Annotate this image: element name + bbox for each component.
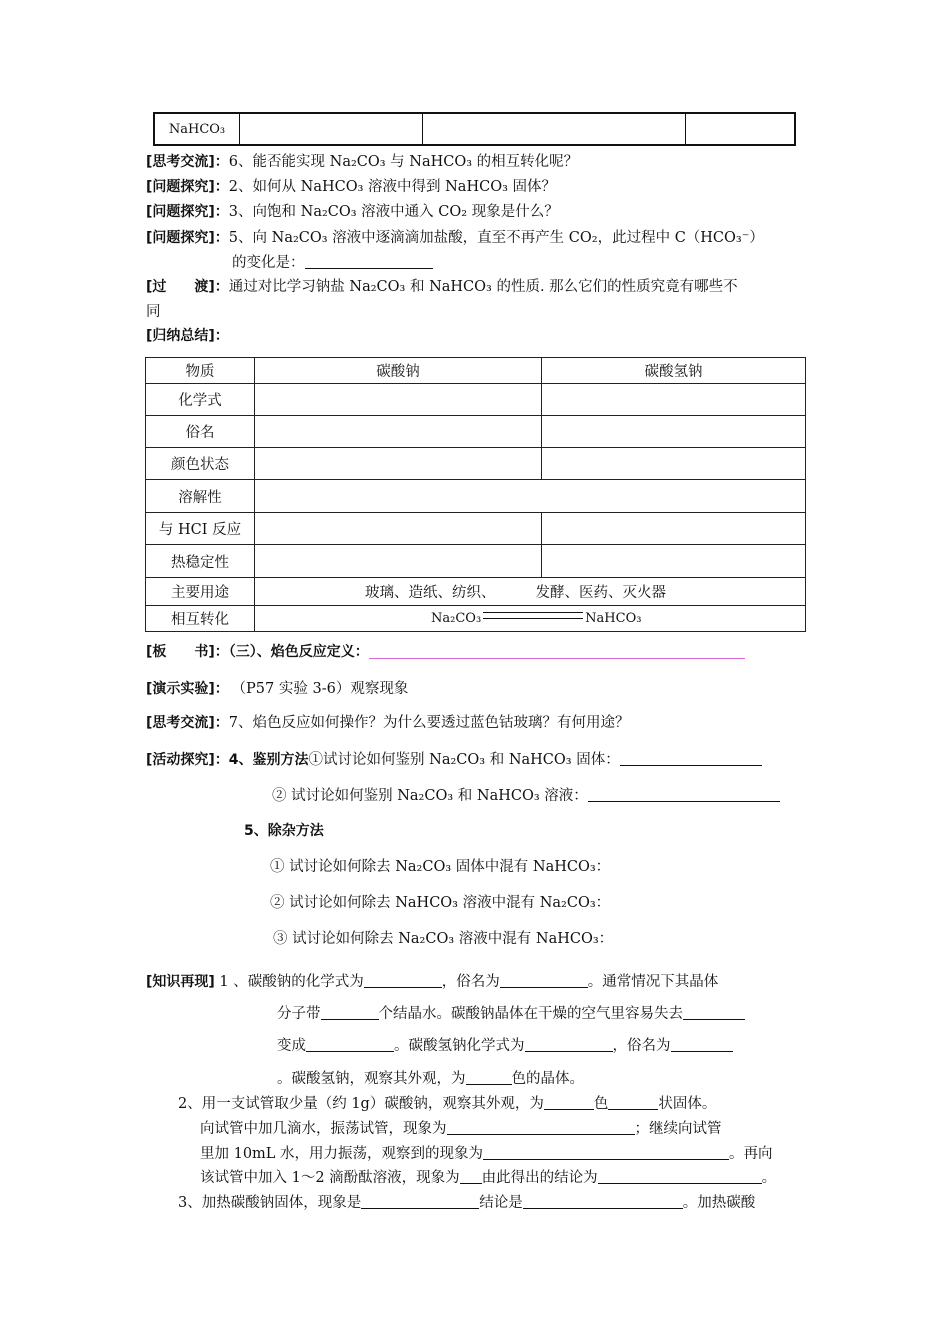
line-knowledge-3: 变成 。碳酸氢钠化学式为 ，俗名为	[277, 1034, 733, 1055]
line-demo: [演示实验]： （P57 实验 3-6）观察现象	[146, 681, 409, 697]
row-label: 相互转化	[146, 606, 255, 632]
line-remove-1: ① 试讨论如何除去 Na₂CO₃ 固体中混有 NaHCO₃：	[270, 859, 611, 875]
line-remove-2: ② 试讨论如何除去 NaHCO₃ 溶液中混有 Na₂CO₃：	[270, 895, 611, 911]
row-label: 主要用途	[146, 578, 255, 606]
line-remove-3: ③ 试讨论如何除去 Na₂CO₃ 溶液中混有 NaHCO₃：	[273, 931, 614, 947]
line-transition-b: 同	[146, 304, 161, 320]
table-cell	[240, 113, 423, 145]
line-inquiry-5b: 的变化是：	[232, 251, 433, 272]
row-label: 颜色状态	[146, 448, 255, 480]
line-inquiry-3: [问题探究]：3、向饱和 Na₂CO₃ 溶液中通入 CO₂ 现象是什么？	[146, 204, 559, 220]
table-cell	[423, 113, 686, 145]
row-label: 化学式	[146, 384, 255, 416]
line-q2-a: 2、用一支试管取少量（约 1g）碳酸钠，观察其外观，为 色 状固体。	[178, 1096, 717, 1112]
line-activity-4: [活动探究]：4、鉴别方法①试讨论如何鉴别 Na₂CO₃ 和 NaHCO₃ 固体：	[146, 748, 762, 769]
row-label: 俗名	[146, 416, 255, 448]
convert-cell: Na₂CO₃ NaHCO₃	[255, 606, 806, 632]
header-cell: 碳酸氢钠	[542, 358, 806, 384]
line-knowledge-1: [知识再现] 1 、碳酸钠的化学式为 ，俗名为 。通常情况下其晶体	[146, 974, 719, 990]
line-knowledge-4: 。碳酸氢钠，观察其外观，为 色的晶体。	[277, 1071, 584, 1087]
line-activity-4b: ② 试讨论如何鉴别 Na₂CO₃ 和 NaHCO₃ 溶液：	[272, 784, 780, 805]
line-activity-5: 5、除杂方法	[244, 823, 324, 839]
line-inquiry-2: [问题探究]：2、如何从 NaHCO₃ 溶液中得到 NaHCO₃ 固体？	[146, 179, 557, 195]
table-cell: NaHCO₃	[154, 113, 240, 145]
summary-table	[145, 357, 806, 632]
line-inquiry-5: [问题探究]：5、向 Na₂CO₃ 溶液中逐滴滴加盐酸，直至不再产生 CO₂，此过程中 C（HCO₃⁻）	[146, 230, 764, 246]
header-cell: 物质	[146, 358, 255, 384]
top-table	[153, 112, 796, 146]
line-summary-tag: [归纳总结]：	[146, 328, 229, 344]
row-label: 热稳定性	[146, 545, 255, 578]
table-cell	[686, 113, 796, 145]
line-q3: 3、加热碳酸钠固体，现象是 结论是 。加热碳酸	[178, 1195, 756, 1211]
line-q2-d: 该试管中加入 1～2 滴酚酞溶液，现象为 由此得出的结论为 。	[200, 1170, 777, 1186]
line-think-7: [思考交流]：7、焰色反应如何操作？为什么要透过蓝色钴玻璃？有何用途？	[146, 715, 630, 731]
conversion-arrow-icon	[483, 612, 583, 619]
line-think-6: [思考交流]：6、能否能实现 Na₂CO₃ 与 NaHCO₃ 的相互转化呢？	[146, 154, 579, 170]
row-label: 溶解性	[146, 480, 255, 513]
line-knowledge-2: 分子带 个结晶水。碳酸钠晶体在干燥的空气里容易失去	[277, 1002, 745, 1023]
header-cell: 碳酸钠	[255, 358, 542, 384]
line-transition: [过 渡]：通过对比学习钠盐 Na₂CO₃ 和 NaHCO₃ 的性质. 那么它们的性质究竟有哪些不	[146, 279, 738, 295]
line-q2-c: 里加 10mL 水，用力振荡，观察到的现象为 。再向	[200, 1146, 773, 1162]
use-cell: 玻璃、造纸、纺织、 发酵、医药、灭火器	[255, 578, 806, 606]
line-board: [板 书]：（三）、焰色反应定义：	[146, 641, 745, 661]
line-q2-b: 向试管中加几滴水，振荡试管，现象为 ；继续向试管	[200, 1121, 722, 1137]
row-label: 与 HCI 反应	[146, 513, 255, 545]
